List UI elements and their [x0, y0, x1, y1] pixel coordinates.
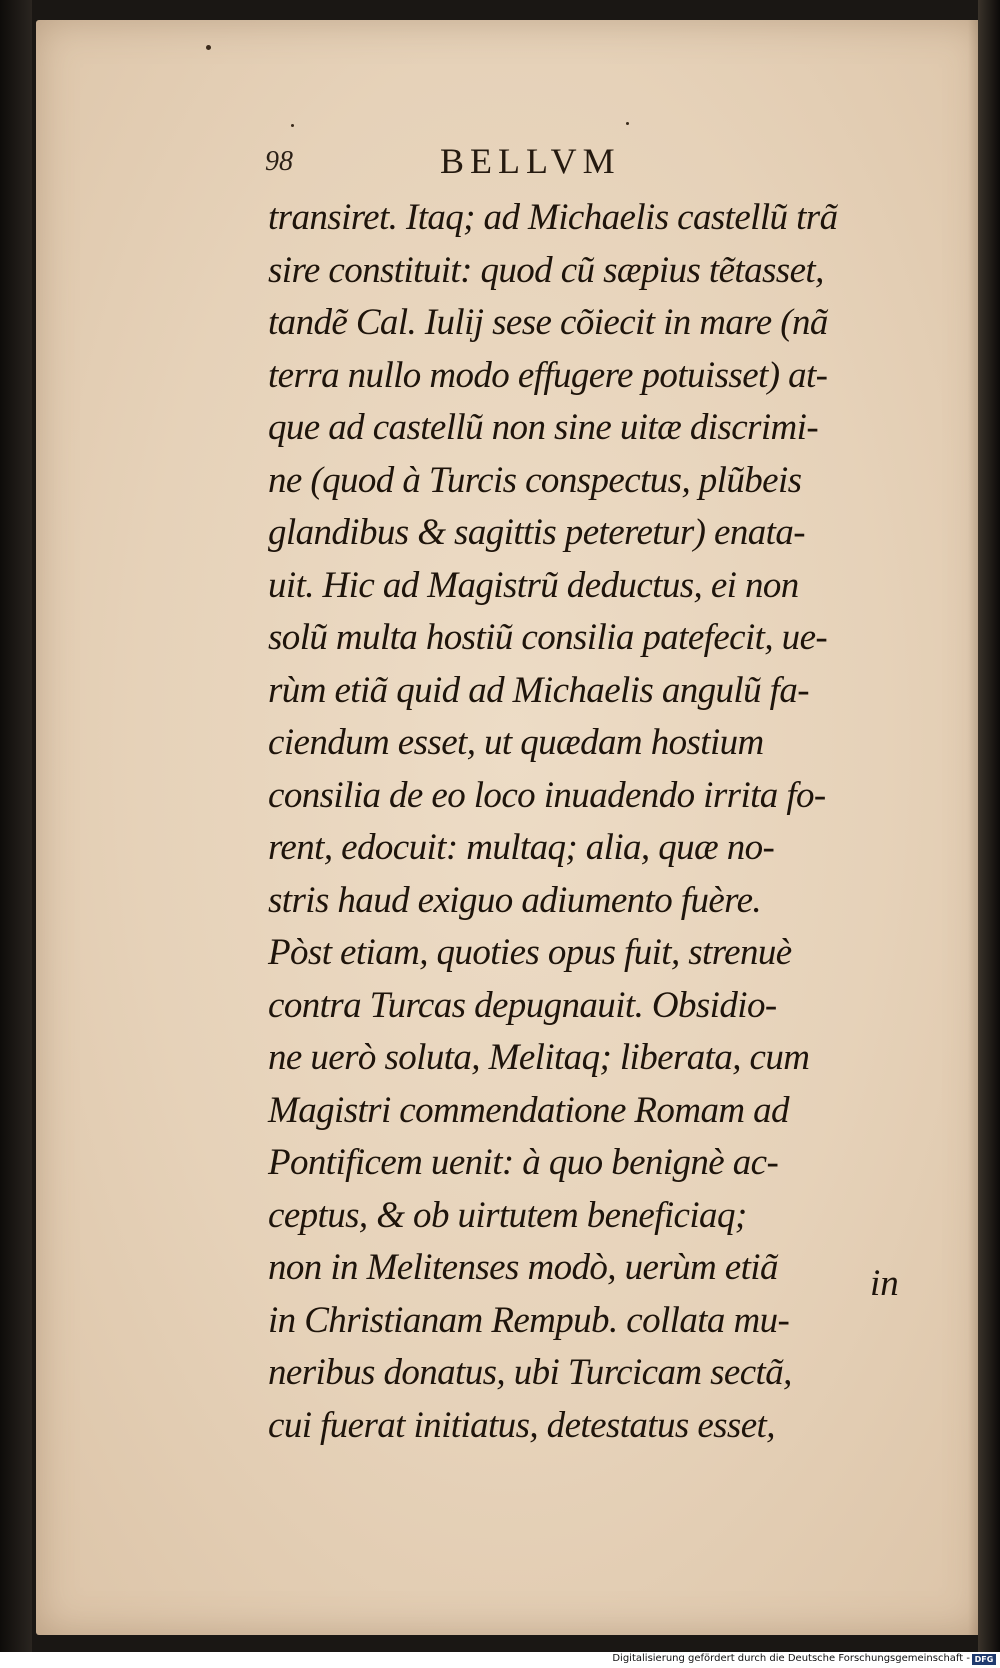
- text-line: rent, edocuit: multaq; alia, quæ no-: [268, 827, 775, 868]
- page-number: 98: [265, 146, 293, 177]
- text-line: non in Melitenses modò, uerùm etiã: [268, 1247, 778, 1288]
- text-line: Pòst etiam, quoties opus fuit, strenuè: [268, 932, 792, 973]
- text-line: glandibus & sagittis peteretur) enata-: [268, 512, 805, 553]
- text-line: Magistri commendatione Romam ad: [268, 1089, 789, 1131]
- text-line: Pontificem uenit: à quo benignè ac-: [268, 1142, 779, 1183]
- paper-speck: [291, 124, 294, 127]
- text-line: sire constituit: quod cũ sæpius tẽtasset,: [268, 249, 824, 291]
- text-line: ne (quod à Turcis conspectus, plũbeis: [268, 459, 802, 501]
- catchword: in: [870, 1263, 899, 1304]
- text-line: cui fuerat initiatus, detestatus esset,: [268, 1404, 775, 1446]
- text-line: contra Turcas depugnauit. Obsidio-: [268, 984, 777, 1026]
- text-line: ciendum esset, ut quædam hostium: [268, 722, 764, 763]
- text-line: neribus donatus, ubi Turcicam sectã,: [268, 1352, 792, 1393]
- page-header: [265, 140, 905, 190]
- scan-border-left: [0, 0, 32, 1668]
- text-line: uit. Hic ad Magistrũ deductus, ei non: [268, 564, 799, 606]
- paper-speck: [626, 122, 629, 125]
- text-line: ne uerò soluta, Melitaq; liberata, cum: [268, 1037, 810, 1078]
- text-line: in Christianam Rempub. collata mu-: [268, 1299, 790, 1341]
- text-line: tandẽ Cal. Iulij sese cõiecit in mare (nã: [268, 302, 828, 343]
- text-line: ceptus, & ob uirtutem beneficiaq;: [268, 1194, 747, 1236]
- text-line: que ad castellũ non sine uitæ discrimi-: [268, 407, 819, 448]
- text-line: terra nullo modo effugere potuisset) at-: [268, 354, 828, 396]
- scan-border-right: [978, 0, 1000, 1668]
- text-line: stris haud exiguo adiumento fuère.: [268, 879, 762, 921]
- dfg-logo: DFG: [972, 1654, 996, 1665]
- body-text: [268, 192, 908, 1452]
- text-line: transiret. Itaq; ad Michaelis castellũ trã: [268, 197, 838, 238]
- text-line: solũ multa hostiũ consilia patefecit, ue-: [268, 617, 828, 658]
- running-head: BELLVM: [440, 141, 621, 181]
- text-line: consilia de eo loco inuadendo irrita fo-: [268, 774, 826, 816]
- footer-credit: Digitalisierung gefördert durch die Deutsche Forschungsgemeinschaft -: [612, 1653, 970, 1664]
- text-line: rùm etiã quid ad Michaelis angulũ fa-: [268, 669, 809, 711]
- paper-speck: [206, 45, 211, 50]
